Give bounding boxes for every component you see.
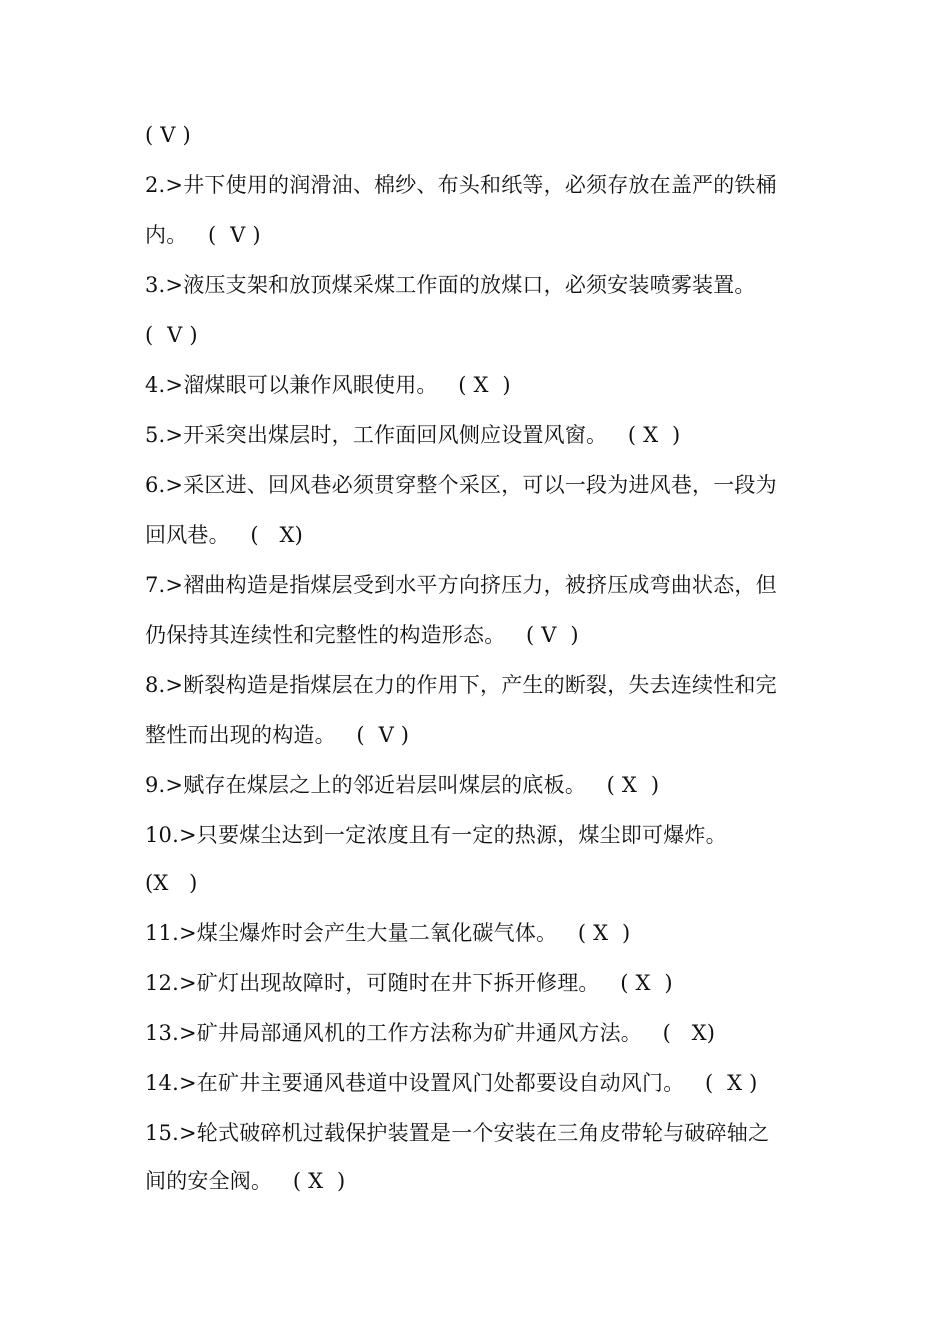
text-line: 2.>井下使用的润滑油、棉纱、布头和纸等，必须存放在盖严的铁桶 (145, 173, 777, 197)
text-line: 整性而出现的构造。 ( V ) (145, 723, 410, 747)
text-line: 间的安全阀。 ( X ) (145, 1169, 346, 1193)
text-line: 4.>溜煤眼可以兼作风眼使用。 ( X ) (145, 373, 511, 397)
text-line: 9.>赋存在煤层之上的邻近岩层叫煤层的底板。 ( X ) (145, 773, 660, 797)
text-line: 12.>矿灯出现故障时，可随时在井下拆开修理。 ( X ) (145, 971, 673, 995)
text-line: 13.>矿井局部通风机的工作方法称为矿井通风方法。 ( X) (145, 1021, 716, 1045)
text-line: 仍保持其连续性和完整性的构造形态。 ( V ) (145, 623, 579, 647)
text-line: 内。 ( V ) (145, 223, 261, 247)
text-line: 8.>断裂构造是指煤层在力的作用下，产生的断裂，失去连续性和完 (145, 673, 777, 697)
text-line: 14.>在矿井主要通风巷道中设置风门处都要设自动风门。 ( X ) (145, 1071, 758, 1095)
text-line: 6.>采区进、回风巷必须贯穿整个采区，可以一段为进风巷，一段为 (145, 473, 777, 497)
text-line: 回风巷。 ( X) (145, 523, 303, 547)
text-line: ( V ) (145, 123, 191, 147)
text-line: 15.>轮式破碎机过载保护装置是一个安装在三角皮带轮与破碎轴之 (145, 1121, 770, 1145)
text-line: 11.>煤尘爆炸时会产生大量二氧化碳气体。 ( X ) (145, 921, 631, 945)
text-line: (X ) (145, 871, 198, 895)
text-line: 3.>液压支架和放顶煤采煤工作面的放煤口，必须安装喷雾装置。 (145, 273, 756, 297)
text-line: 7.>褶曲构造是指煤层受到水平方向挤压力，被挤压成弯曲状态，但 (145, 573, 777, 597)
text-line: ( V ) (145, 323, 198, 347)
text-line: 10.>只要煤尘达到一定浓度且有一定的热源，煤尘即可爆炸。 (145, 823, 727, 847)
text-line: 5.>开采突出煤层时，工作面回风侧应设置风窗。 ( X ) (145, 423, 681, 447)
